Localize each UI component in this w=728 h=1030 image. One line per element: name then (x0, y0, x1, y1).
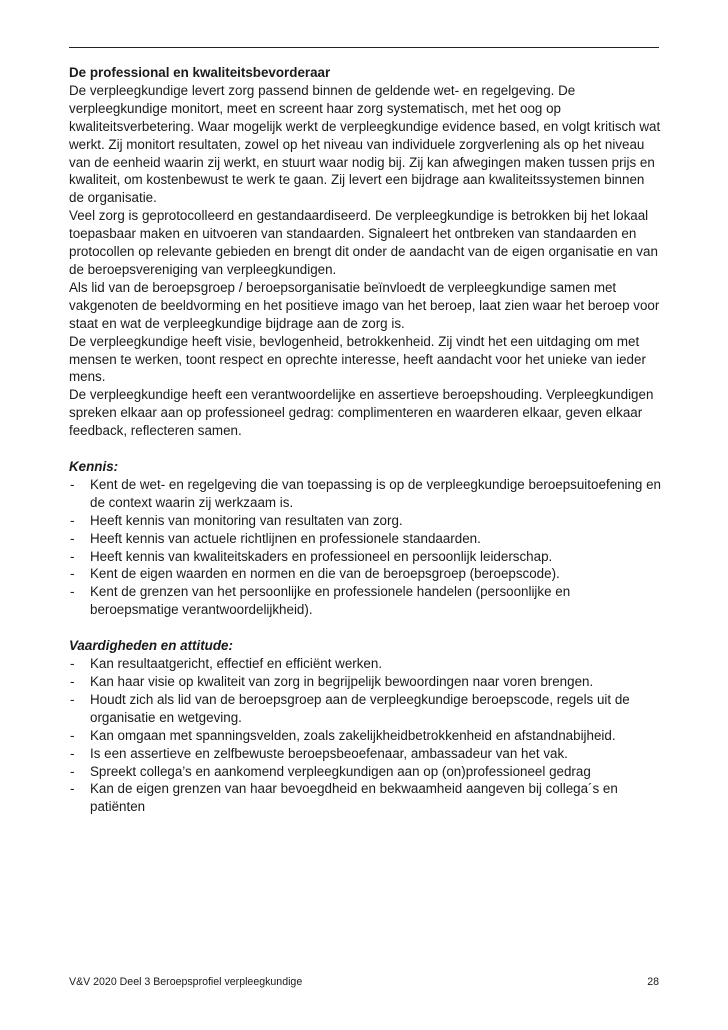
kennis-list (69, 476, 661, 619)
list-item: - Spreekt collega’s en aankomend verpleegkundigen aan op (on)professioneel gedrag (69, 763, 661, 781)
list-item: - Kan haar visie op kwaliteit van zorg in begrijpelijk bewoordingen naar voren brengen. (69, 673, 661, 691)
paragraph: Als lid van de beroepsgroep / beroepsorganisatie beïnvloedt de verpleegkundige samen met vakgenoten de beeldvorming en het positieve imago van het beroep, laat zien waar het beroep voor staat en wat de verpleegkundige bijdrage aan de zorg is. (69, 279, 660, 331)
footer-title: V&V 2020 Deel 3 Beroepsprofiel verpleegkundige (69, 976, 303, 988)
section-heading: De professional en kwaliteitsbevorderaar (69, 65, 331, 80)
vaardigheden-title: Vaardigheden en attitude: (69, 638, 233, 654)
kennis-title: Kennis: (69, 459, 119, 475)
vaardigheden-list (69, 655, 661, 816)
paragraph: Veel zorg is geprotocolleerd en gestandaardiseerd. De verpleegkundige is betrokken bij het lokaal toepasbaar maken en uitvoeren van standaarden. Signaleert het ontbreken van standaarden en protocollen op relevante gebieden en brengt dit onder de aandacht van de eigen organisatie en van de beroepsvereniging van verpleegkundigen. (69, 208, 658, 277)
list-item: - Kan omgaan met spanningsvelden, zoals zakelijkheidbetrokkenheid en afstandnabijheid. (69, 727, 661, 745)
page-number: 28 (647, 976, 659, 988)
list-item: - Heeft kennis van actuele richtlijnen en professionele standaarden. (69, 530, 661, 548)
document-body (69, 64, 661, 816)
page-footer (69, 976, 659, 988)
paragraph: De verpleegkundige heeft visie, bevlogenheid, betrokkenheid. Zij vindt het een uitdaging om met mensen te werken, toont respect en oprechte interesse, heeft aandacht voor het unieke van ieder mens. (69, 333, 646, 385)
list-item: - Kent de wet- en regelgeving die van toepassing is op de verpleegkundige beroepsuitoefening en de context waarin zij werkzaam is. (69, 476, 661, 512)
paragraph: De verpleegkundige heeft een verantwoordelijke en assertieve beroepshouding. Verpleegkundigen spreken elkaar aan op professioneel gedrag: complimenteren en waarderen elkaar, geven elkaar feedback, reflecteren samen. (69, 387, 654, 439)
top-rule (69, 47, 659, 48)
list-item: - Heeft kennis van kwaliteitskaders en professioneel en persoonlijk leiderschap. (69, 548, 661, 566)
list-item: - Is een assertieve en zelfbewuste beroepsbeoefenaar, ambassadeur van het vak. (69, 745, 661, 763)
list-item: - Kan resultaatgericht, effectief en efficiënt werken. (69, 655, 661, 673)
list-item: - Kan de eigen grenzen van haar bevoegdheid en bekwaamheid aangeven bij collega´s en patiënten (69, 780, 661, 816)
paragraph: De verpleegkundige levert zorg passend binnen de geldende wet- en regelgeving. De verpleegkundige monitort, meet en screent haar zorg systematisch, met het oog op kwaliteitsverbetering. Waar mogelijk werkt de verpleegkundige evidence based, en volgt kritisch wat werkt. Zij monitort resultaten, zowel op het niveau van individuele zorgverlening als op het niveau van de eenheid waarin zij werkt, en stuurt waar nodig bij. Zij kan afwegingen maken tussen prijs en kwaliteit, om kostenbewust te werk te gaan. Zij levert een bijdrage aan kwaliteitssystemen binnen de organisatie. (69, 82, 661, 206)
list-item: - Kent de grenzen van het persoonlijke en professionele handelen (persoonlijke en beroepsmatige verantwoordelijkheid). (69, 583, 661, 619)
list-item: - Heeft kennis van monitoring van resultaten van zorg. (69, 512, 661, 530)
list-item: - Houdt zich als lid van de beroepsgroep aan de verpleegkundige beroepscode, regels uit de organisatie en wetgeving. (69, 691, 661, 727)
list-item: - Kent de eigen waarden en normen en die van de beroepsgroep (beroepscode). (69, 565, 661, 583)
